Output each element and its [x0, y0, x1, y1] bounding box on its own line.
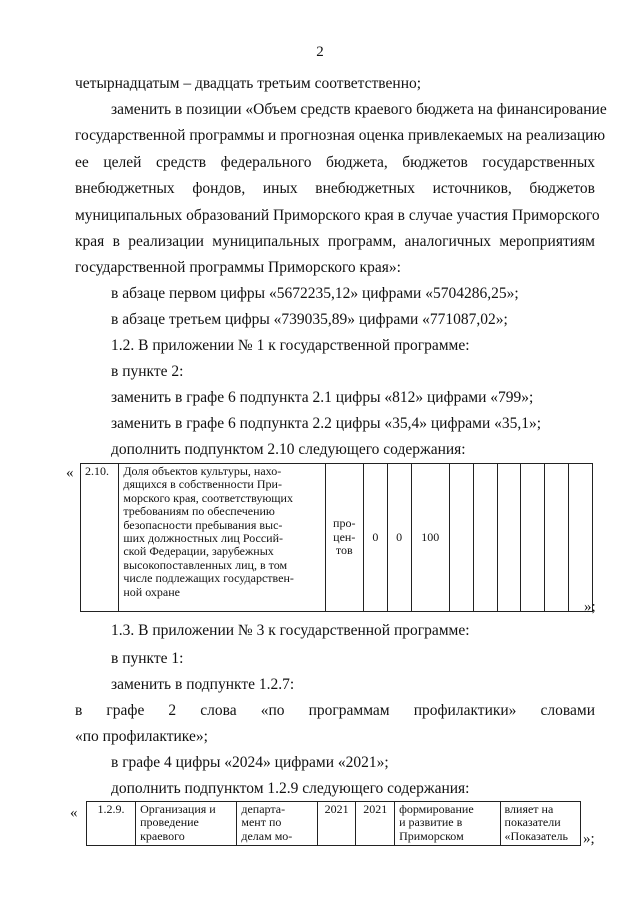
cell-executor — [237, 802, 317, 846]
text-line: дополнить подпунктом 2.10 следующего содержания: — [111, 441, 466, 458]
open-quote: « — [70, 805, 78, 821]
cell-empty — [449, 464, 473, 612]
close-quote: »; — [583, 831, 595, 847]
cell-line: Организация и — [140, 802, 216, 816]
cell-line: и развитие в — [399, 815, 463, 830]
cell-value: 0 — [387, 464, 411, 612]
cell-num: 2.10. — [81, 464, 119, 612]
cell-empty — [497, 464, 521, 612]
cell-line: Приморском — [399, 828, 464, 843]
cell-end-year: 2021 — [356, 802, 395, 846]
cell-line: краевого — [140, 828, 185, 843]
text-line: дополнить подпунктом 1.2.9 следующего содержания: — [111, 780, 470, 797]
name-line: ной охране — [123, 584, 180, 599]
cell-line: мент по — [241, 815, 282, 830]
cell-line: влияет на — [504, 802, 554, 816]
cell-line: проведение — [140, 815, 199, 830]
text-line: внебюджетных фондов, иных внебюджетных источников, бюджетов — [75, 180, 595, 197]
cell-value: 0 — [363, 464, 387, 612]
unit-line: тов — [335, 543, 353, 558]
name-line: высокопоставленных лиц, в том — [123, 557, 288, 572]
cell-line: формирование — [399, 802, 474, 816]
cell-num: 1.2.9. — [87, 802, 136, 846]
text-line: в абзаце третьем цифры «739035,89» цифрами «771087,02»; — [111, 311, 508, 328]
cell-start-year: 2021 — [317, 802, 356, 846]
text-line: в абзаце первом цифры «5672235,12» цифрами «5704286,25»; — [111, 285, 519, 302]
insert-table-1-2-9 — [86, 801, 581, 846]
text-line: четырнадцатым – двадцать третьим соответственно; — [75, 75, 422, 92]
insert-table-2-10 — [80, 463, 593, 612]
cell-line: департа- — [241, 802, 286, 816]
text-line: муниципальных образований Приморского края в случае участия Приморского — [75, 207, 600, 224]
cell-unit — [325, 464, 363, 612]
unit-line: цен- — [333, 529, 356, 544]
section-heading: 1.3. В приложении № 3 к государственной программе: — [111, 622, 470, 639]
name-line: Доля объектов культуры, нахо- — [123, 464, 282, 478]
cell-line: показатели — [504, 815, 561, 830]
name-line: дящихся в собственности При- — [123, 477, 282, 492]
name-line: требованиям по обеспечению — [123, 504, 275, 519]
text-line: заменить в графе 6 подпункта 2.2 цифры «35,4» цифрами «35,1»; — [111, 415, 542, 432]
cell-result — [395, 802, 500, 846]
name-line: ших должностных лиц Россий- — [123, 531, 284, 546]
cell-empty — [569, 464, 593, 612]
cell-line: делам мо- — [241, 828, 293, 843]
section-heading: 1.2. В приложении № 1 к государственной программе: — [111, 337, 470, 354]
text-line: заменить в позиции «Объем средств краевого бюджета на финансирование — [111, 101, 607, 118]
text-line: в графе 4 цифры «2024» цифрами «2021»; — [111, 754, 389, 771]
text-line: заменить в графе 6 подпункта 2.1 цифры «812» цифрами «799»; — [111, 389, 534, 406]
cell-line: «Показатель — [504, 828, 568, 843]
cell-indicator-name — [119, 464, 325, 612]
name-line: ской Федерации, зарубежных — [123, 544, 274, 559]
text-line: «по профилактике»; — [75, 728, 208, 745]
name-line: числе подлежащих государствен- — [123, 571, 294, 586]
text-line: в пункте 1: — [111, 650, 184, 667]
cell-indicator-link — [500, 802, 580, 846]
text-line: края в реализации муниципальных программ, аналогичных мероприятиям — [75, 233, 595, 250]
cell-empty — [521, 464, 545, 612]
unit-line: про- — [333, 516, 356, 531]
cell-value: 100 — [411, 464, 449, 612]
name-line: безопасности пребывания выс- — [123, 517, 283, 532]
name-line: морского края, соответствующих — [123, 490, 293, 505]
cell-activity — [136, 802, 237, 846]
open-quote: « — [66, 465, 74, 481]
cell-empty — [473, 464, 497, 612]
cell-empty — [545, 464, 569, 612]
close-quote: »; — [584, 599, 596, 615]
text-line: государственной программы и прогнозная оценка привлекаемых на реализацию — [75, 127, 606, 144]
text-line: в графе 2 слова «по программам профилактики» словами — [75, 702, 595, 719]
page-number: 2 — [316, 44, 324, 60]
text-line: ее целей средств федерального бюджета, бюджетов государственных — [75, 154, 595, 171]
text-line: государственной программы Приморского края»: — [75, 259, 401, 276]
text-line: заменить в подпункте 1.2.7: — [111, 676, 295, 693]
text-line: в пункте 2: — [111, 363, 184, 380]
